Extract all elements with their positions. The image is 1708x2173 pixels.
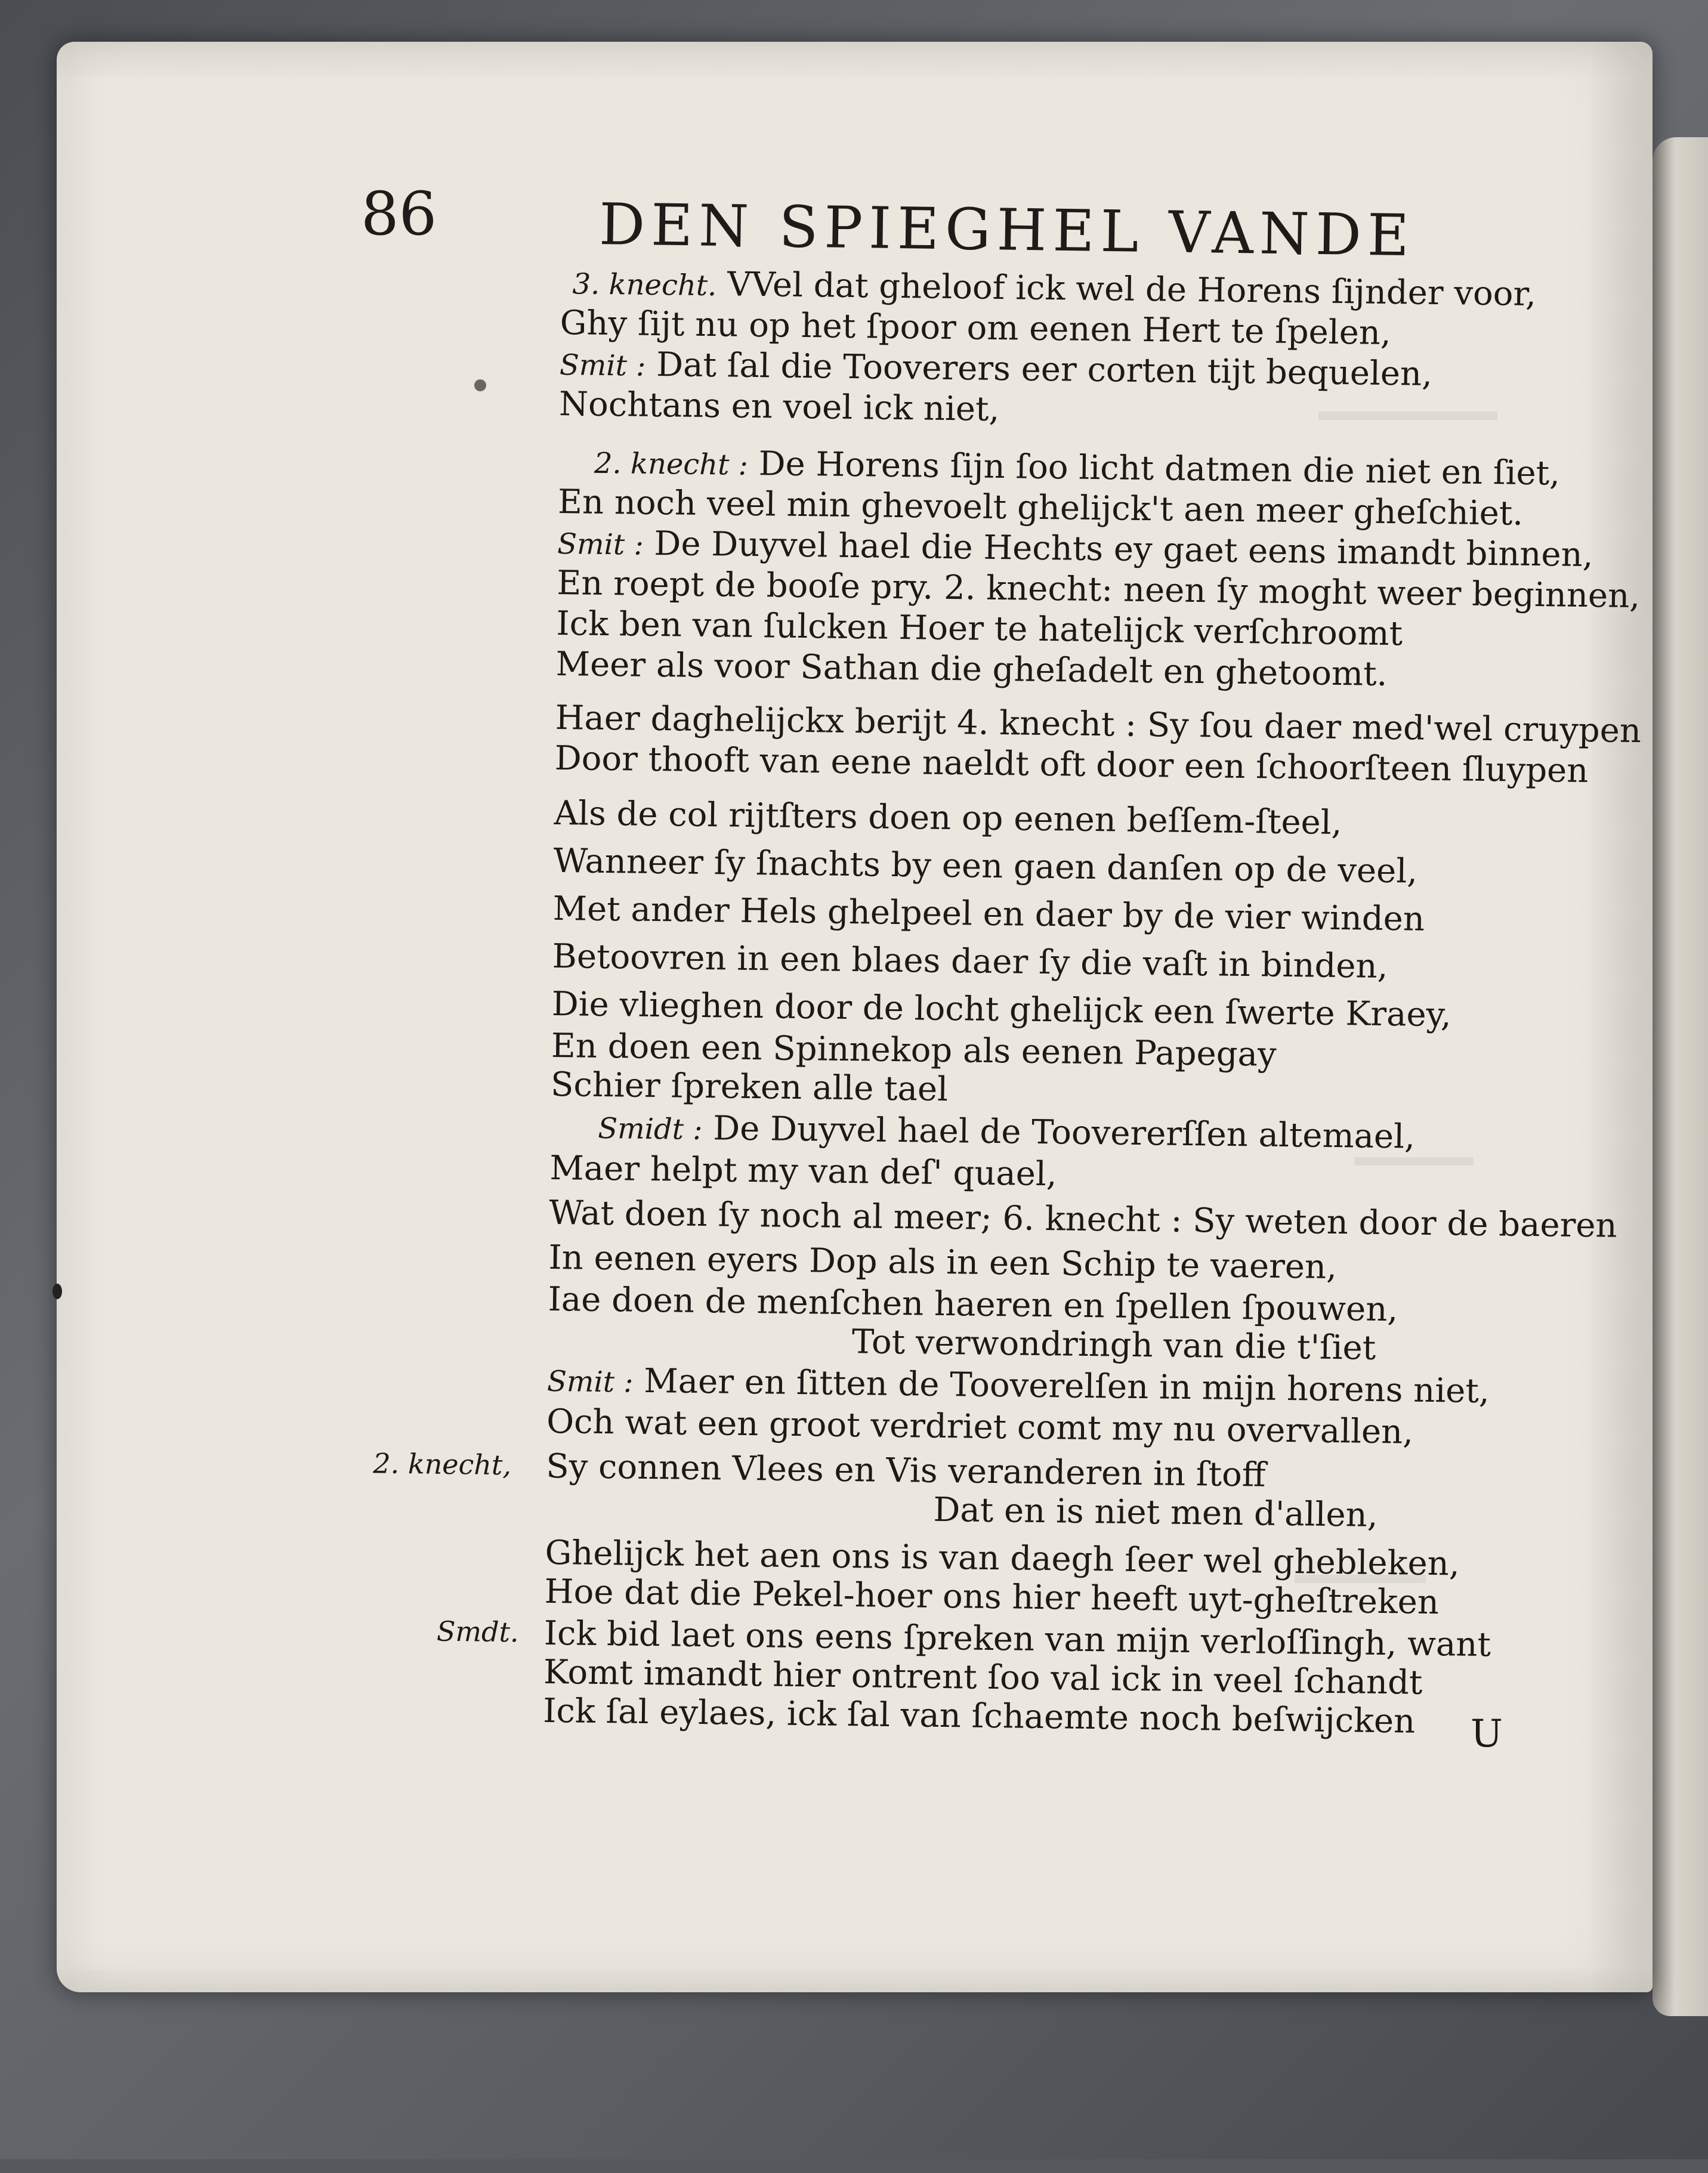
verse-line: Och wat een groot verdriet comt my nu overvallen,: [546, 1402, 1414, 1452]
verse-line: Hoe dat die Pekel-hoer ons hier heeft uyt-gheſtreken: [544, 1572, 1440, 1622]
verse-line: Wat doen ſy noch al meer; 6. knecht : Sy weten door de baeren: [549, 1193, 1617, 1245]
verse-line: En doen een Spinnekop als eenen Papegay: [551, 1026, 1277, 1074]
verse-line: Ghy ſijt nu op het ſpoor om eenen Hert te ſpelen,: [560, 303, 1392, 353]
line-text: Maer en ſitten de Tooverelſen in mijn horens niet,: [643, 1361, 1490, 1411]
speaker-label: 2. knecht :: [594, 446, 749, 482]
verse-line: Ick bid laet ons eens ſpreken van mijn verloſſingh, want: [543, 1613, 1491, 1665]
verse-line: Ick ben van ſulcken Hoer te hatelijck verſchroomt: [556, 604, 1403, 654]
line-text: Dat ſal die Tooverers eer corten tijt bequelen,: [656, 345, 1433, 394]
verse-line: Die vlieghen door de locht ghelijck een ſwerte Kraey,: [551, 984, 1451, 1035]
catchword: U: [1471, 1712, 1503, 1756]
verse-line: Wanneer ſy ſnachts by een gaen danſen op de veel,: [553, 841, 1418, 891]
verse-line: Komt imandt hier ontrent ſoo val ick in veel ſchandt: [543, 1652, 1423, 1702]
speaker-label: 3. knecht.: [572, 267, 717, 303]
verse-line: Iae doen de menſchen haeren en ſpellen ſpouwen,: [548, 1279, 1398, 1330]
verse-line: Als de col rijtſters doen op eenen beſſem-ſteel,: [554, 793, 1342, 843]
verse-line: Schier ſpreken alle tael: [550, 1065, 949, 1109]
verse-line: Ghelijck het aen ons is van daegh ſeer wel ghebleken,: [545, 1533, 1460, 1584]
speaker-label: Smit :: [559, 348, 646, 383]
speaker-label: Smit :: [546, 1364, 634, 1399]
verse-line: En noch veel min ghevoelt ghelijck't aen meer gheſchiet.: [557, 482, 1524, 533]
verse-line: Maer helpt my van deſ' quael,: [549, 1148, 1057, 1194]
verse-line: Betoovren in een blaes daer ſy die vaſt in binden,: [552, 936, 1388, 987]
speaker-label: Smit :: [557, 527, 644, 562]
margin-speaker-note: Smdt.: [436, 1615, 519, 1649]
verse-line: Sy connen Vlees en Vis veranderen in ſtoff: [545, 1446, 1267, 1495]
verse-line: Door thooft van eene naeldt oft door een ſchoorſteen ſluypen: [554, 738, 1589, 791]
verse-line: Meer als voor Sathan die gheſadelt en ghetoomt.: [555, 644, 1388, 694]
line-text: De Horens ſijn ſoo licht datmen die niet en ſiet,: [758, 444, 1561, 493]
margin-speaker-note: 2. knecht,: [373, 1447, 512, 1482]
line-text: VVel dat gheloof ick wel de Horens ſijnder voor,: [727, 265, 1537, 314]
page-number: 86: [361, 179, 437, 249]
verse-line: En roept de booſe pry. 2. knecht: neen ſy moght weer beginnen,: [557, 563, 1641, 616]
verse-line: In eenen eyers Dop als in een Schip te vaeren,: [548, 1238, 1338, 1287]
verse-line: Met ander Hels ghelpeel en daer by de vier winden: [552, 889, 1425, 939]
running-head: DEN SPIEGHEL VANDE: [598, 191, 1416, 270]
verse-line: Nochtans en voel ick niet,: [558, 384, 1000, 429]
verse-line: Ick ſal eylaes, ick ſal van ſchaemte noch beſwijcken: [542, 1691, 1416, 1741]
verse-line: Haer daghelijckx berijt 4. knecht : Sy ſou daer med'wel cruypen: [555, 698, 1642, 751]
line-text: De Duyvel hael de Toovererſſen altemael,: [712, 1109, 1416, 1157]
verse-line: Tot verwondringh van die t'ſiet: [851, 1322, 1376, 1368]
verse-line: Dat en is niet men d'allen,: [933, 1490, 1378, 1535]
line-text: De Duyvel hael die Hechts ey gaet eens imandt binnen,: [654, 524, 1593, 575]
speaker-label: Smidt :: [597, 1111, 703, 1147]
